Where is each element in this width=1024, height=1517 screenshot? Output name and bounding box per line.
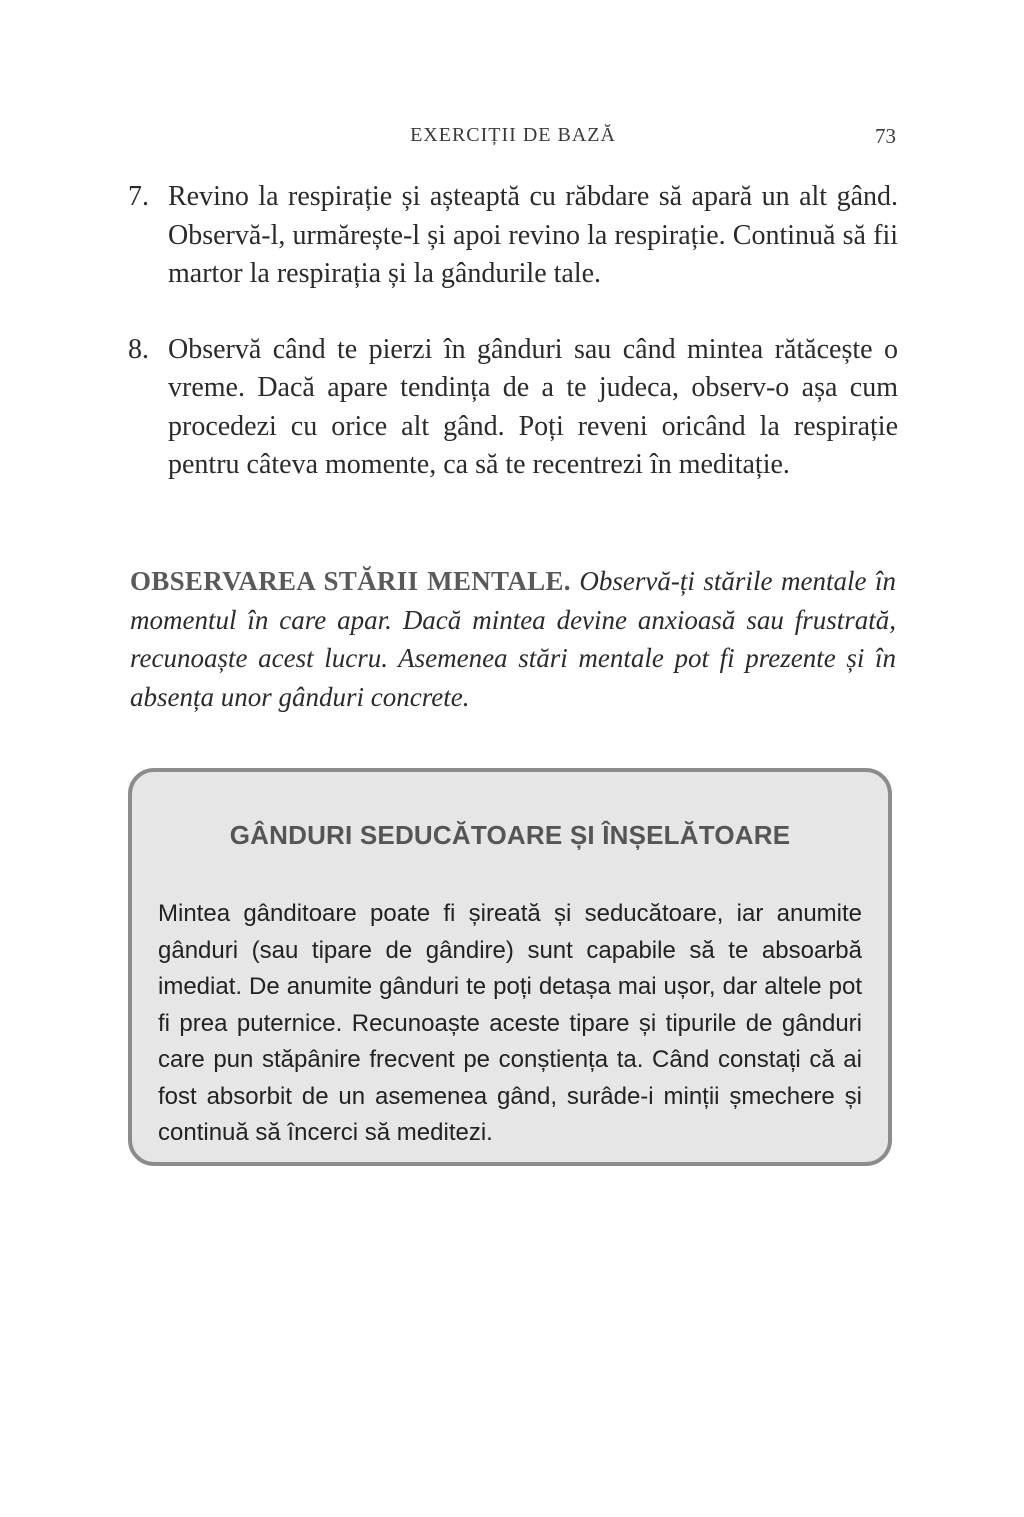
step-text: Observă când te pierzi în gânduri sau când mintea rătăcește o vreme. Dacă apare tendința de a te judeca, observ-o așa cum procedezi cu orice alt gând. Poți reveni oricând la respirație pentru câteva momente, ca să te recentrezi în meditație.: [168, 333, 898, 480]
list-item: [128, 178, 898, 294]
list-item: [128, 331, 898, 485]
step-text: Revino la respirație și așteaptă cu răbdare să apară un alt gând. Observă-l, urmărește-l și apoi revino la respirație. Continuă să fii martor la respirația și la gândurile tale.: [168, 181, 898, 289]
sidebar-box: [128, 768, 892, 1166]
step-number: 7.: [128, 181, 149, 212]
page-number: 73: [875, 124, 896, 148]
running-title: EXERCIȚII DE BAZĂ: [410, 124, 616, 146]
step-number: 8.: [128, 333, 149, 365]
sidebar-body: Mintea gânditoare poate fi șireată și seducătoare, iar anumite gânduri (sau tipare de gândire) sunt capabile să te absoarbă imediat. De anumite gânduri te poți detașa mai ușor, dar altele pot fi prea puternice. Recunoaște aceste tipare și tipurile de gânduri care pun stăpânire frecvent pe conștiența ta. Când constați că ai fost absorbit de un asemenea gând, surâde-i minții șmechere și continuă să încerci să meditezi.: [158, 900, 862, 1146]
sidebar-title: GÂNDURI SEDUCĂTOARE ȘI ÎNȘELĂTOARE: [229, 820, 791, 850]
exercise-steps-list: [128, 178, 898, 485]
section-body: Observă-ți stările mentale în momentul în care apar. Dacă mintea devine anxioasă sau frustrată, recunoaște acest lucru. Asemenea stări mentale pot fi prezente și în absența unor gânduri concrete.: [130, 566, 897, 712]
section-heading: OBSERVAREA STĂRII MENTALE.: [130, 566, 571, 596]
section-paragraph: [130, 562, 896, 716]
running-header: [130, 124, 896, 154]
